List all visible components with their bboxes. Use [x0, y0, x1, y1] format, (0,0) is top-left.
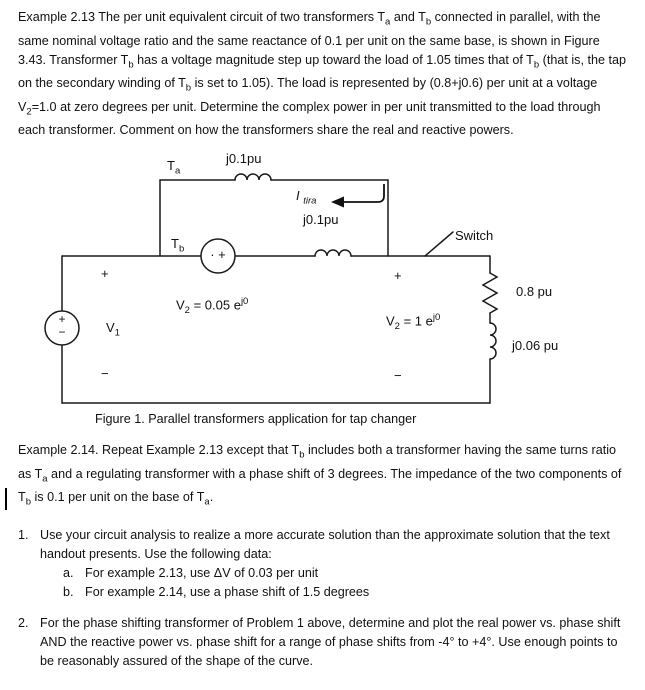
subitem-marker: b.	[63, 584, 74, 599]
figure-caption: Figure 1. Parallel transformers application for tap changer	[95, 412, 417, 427]
load-resistance-label: 0.8 pu	[516, 284, 553, 300]
task-subitem-b	[63, 583, 630, 602]
polarity-plus-right: +	[394, 268, 402, 284]
transformer-a-label: $T_a$	[167, 158, 181, 177]
subitem-text: For example 2.13, use ΔV of 0.03 per unit	[85, 565, 319, 580]
task-item-2	[18, 614, 630, 671]
transformer-b-label: $T_b$	[171, 236, 185, 255]
switch-label: Switch	[455, 228, 494, 244]
item-text: Use your circuit analysis to realize a more accurate solution than the approximate solution that the text handout presents. Use the following data:	[40, 527, 610, 561]
task-subitem-a	[63, 564, 630, 583]
transformer-a-reactance-label: j0.1pu	[226, 151, 262, 167]
current-arrow-icon	[331, 184, 384, 208]
task-item-1	[18, 526, 630, 602]
current-label: I $_{tira}$	[296, 188, 317, 207]
transformer-a-inductor	[235, 174, 271, 180]
polarity-minus-right: −	[394, 368, 402, 384]
source-minus-mark: −	[58, 325, 66, 340]
item-marker: 2.	[18, 615, 29, 630]
source-plus-mark: +	[58, 312, 66, 327]
polarity-plus-left: +	[101, 266, 109, 282]
switch-blade	[425, 232, 453, 256]
polarity-minus-left: −	[101, 366, 109, 382]
change-bar	[5, 488, 7, 510]
tap-polarity-marks: · +	[210, 247, 226, 263]
example-213-paragraph: Example 2.13 The per unit equivalent circuit of two transformers $T_a$ and $T_b$ connected in parallel, with the same nominal voltage ratio and the same reactance of 0.1 per unit on the same base, is shown in Figure 3.43. Transformer $T_b$ has a voltage magnitude step up toward the load of 1.05 times that of $T_b$ (that is, the tap on the secondary winding of $T_b$ is set to 1.05). The load is represented by (0.8+j0.6) per unit at a voltage $V_2=1.0$ at zero degrees per unit. Determine the complex power in per unit transmitted to the load through each transformer. Comment on how the transformers share the real and reactive powers.	[18, 10, 626, 138]
subitem-marker: a.	[63, 565, 74, 580]
example-214-paragraph: Example 2.14. Repeat Example 2.13 except that $T_b$ includes both a transformer having the same turns ratio as $T_a$ and a regulating transformer with a phase shift of 3 degrees. The impedance of the two components of $T_b$ is 0.1 per unit on the base of $T_a$.	[18, 443, 622, 508]
item-content	[40, 526, 630, 602]
item-text: For the phase shifting transformer of Problem 1 above, determine and plot the real power vs. phase shift AND the reactive power vs. phase shift for a range of phase shifts from -4° to +4°. Use enough points to be reasonably assured of the shape of the curve.	[40, 615, 621, 668]
load-reactance-label: j0.06 pu	[512, 338, 559, 354]
v2-load-voltage-label: $V_2 = 1$ $e^{j0}$	[386, 312, 441, 332]
subitem-text: For example 2.14, use a phase shift of 1.5 degrees	[85, 584, 370, 599]
transformer-b-inductor	[315, 250, 351, 256]
v2-tap-voltage-label: $V_2 = 0.05$ $e^{j0}$	[176, 296, 249, 316]
load-resistor	[483, 273, 497, 313]
transformer-b-reactance-label: j0.1pu	[303, 212, 339, 228]
circuit-diagram	[0, 148, 645, 406]
load-inductor	[490, 323, 496, 359]
circuit-wires	[0, 148, 645, 406]
item-marker: 1.	[18, 527, 29, 542]
v1-label: $V_1$	[106, 320, 120, 339]
